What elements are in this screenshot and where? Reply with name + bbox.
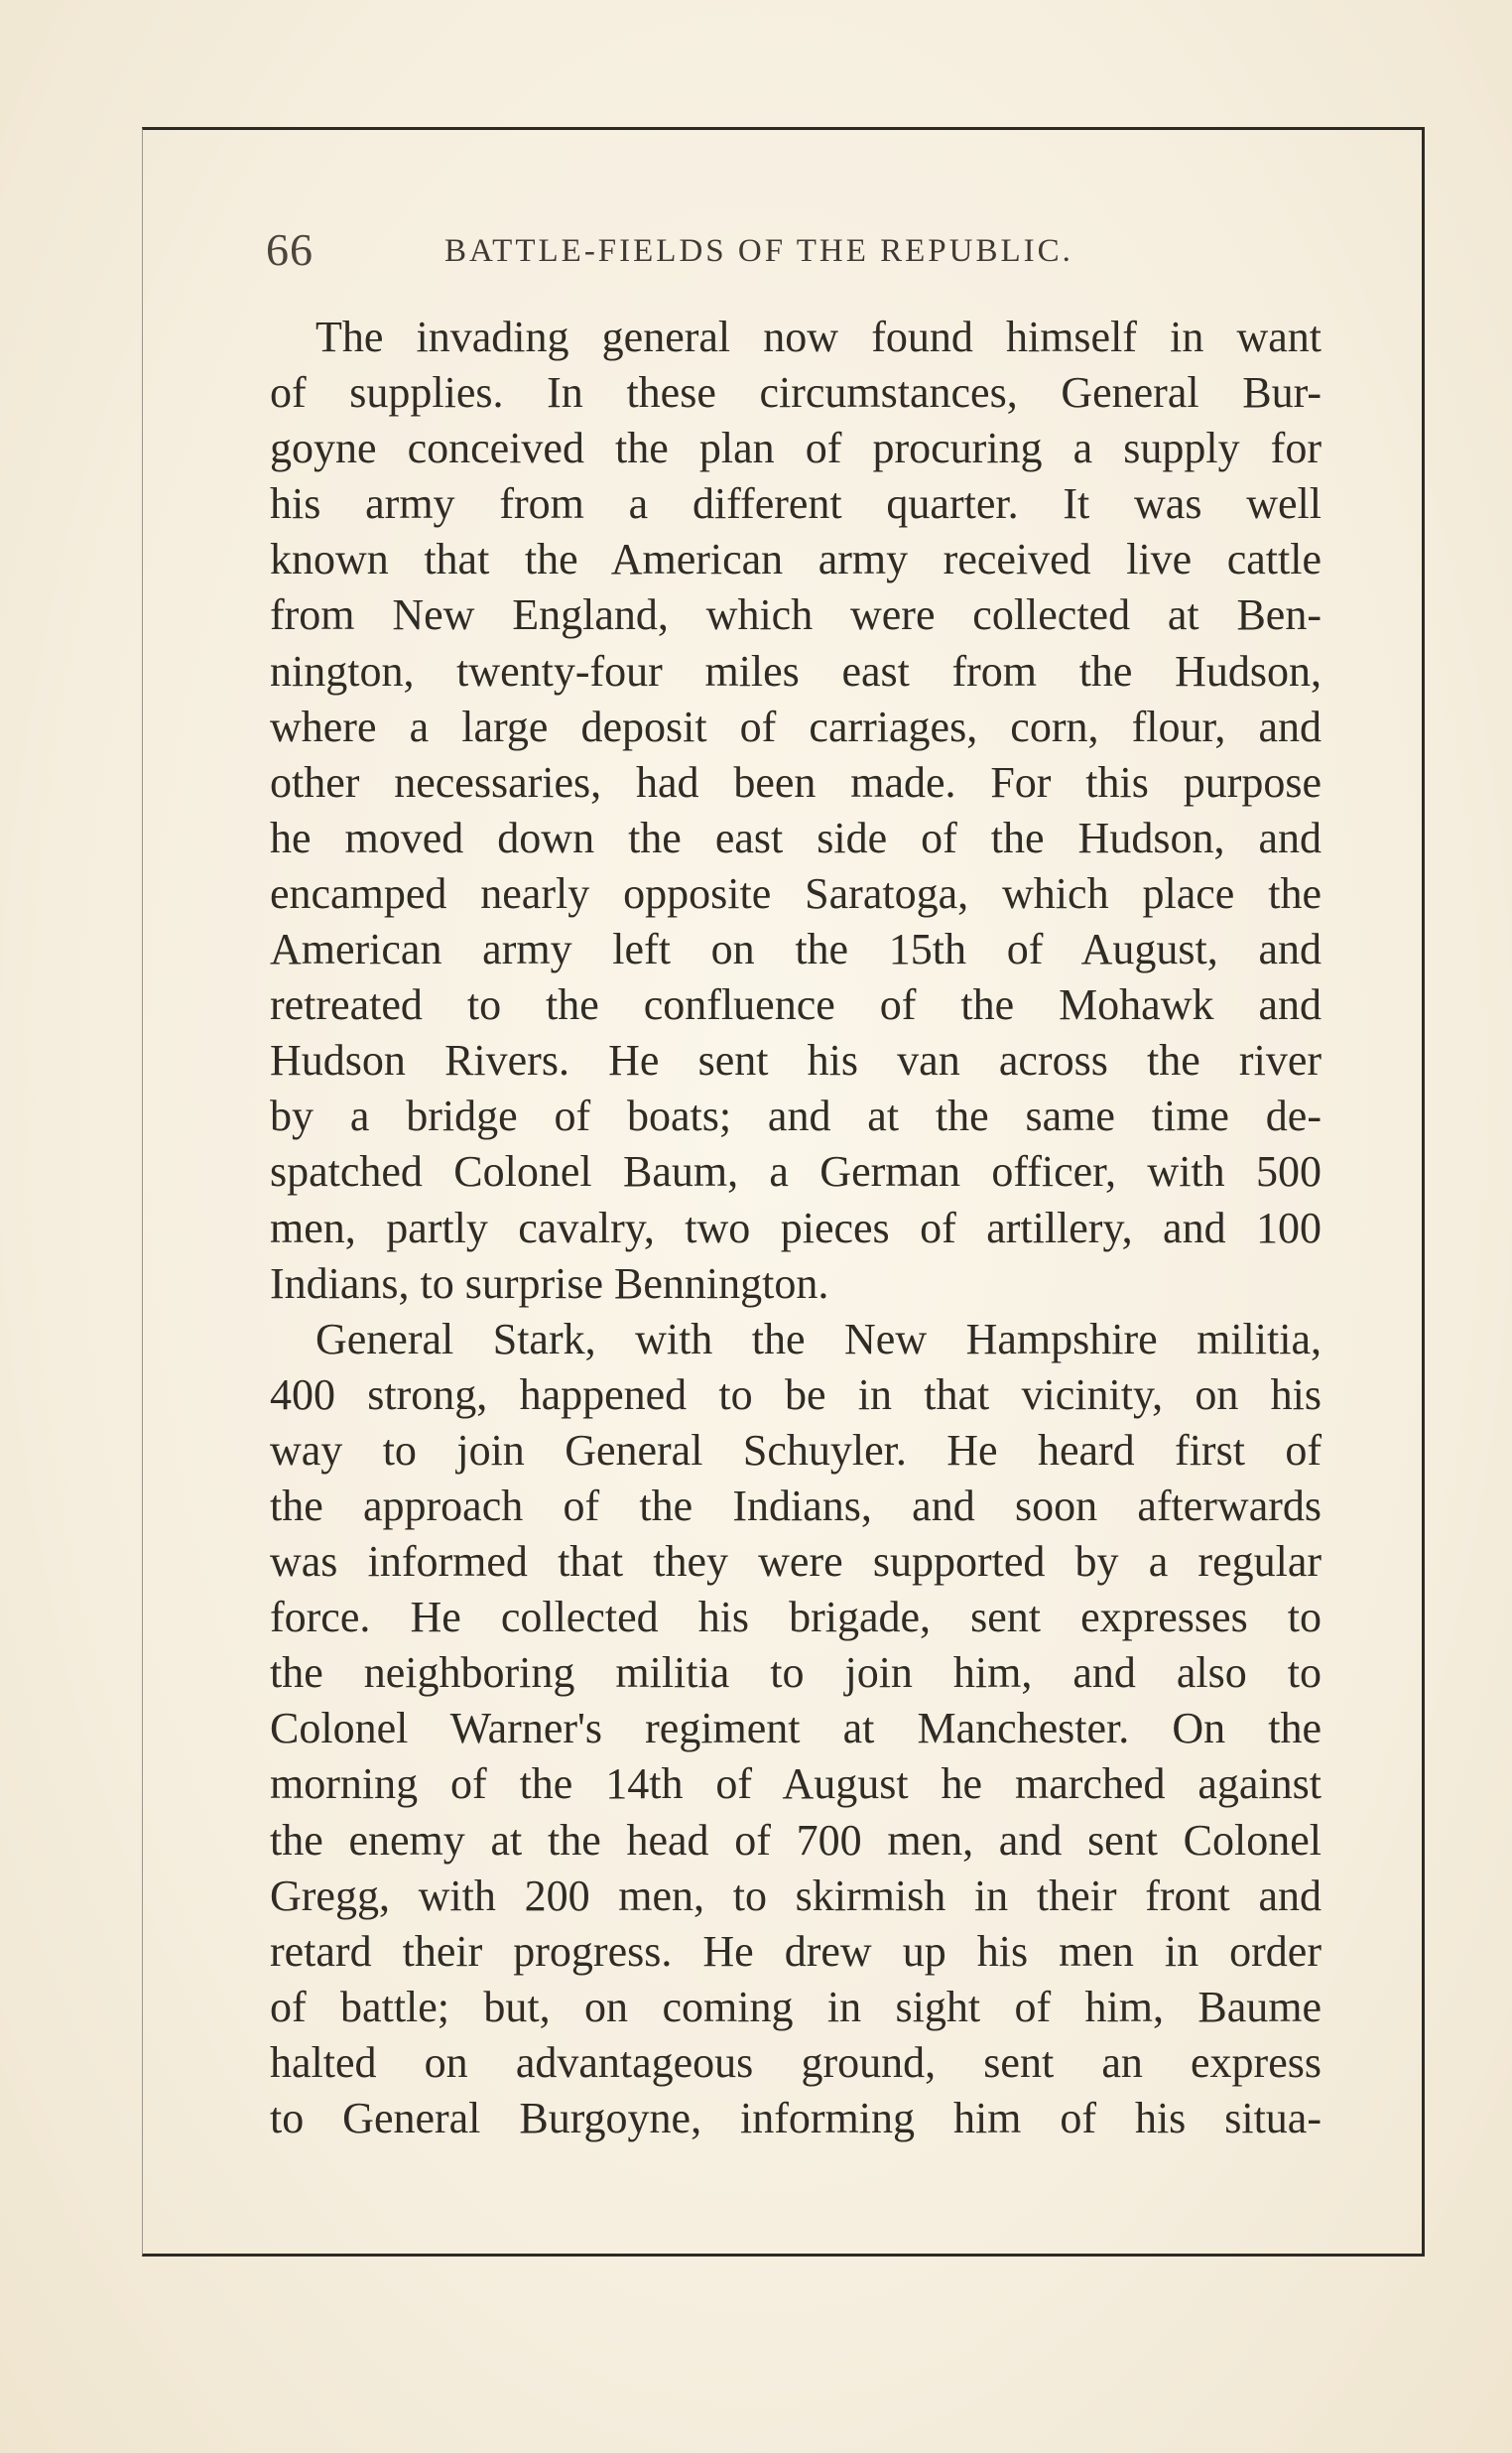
text-line: General Stark, with the New Hampshire militia, (315, 1314, 1322, 1363)
text-line: his army from a different quarter. It was well (270, 479, 1322, 529)
text-line: the neighboring militia to join him, and also to (270, 1648, 1322, 1698)
text-line: of supplies. In these circumstances, General Bur- (270, 368, 1322, 418)
text-line: Colonel Warner's regiment at Manchester. On the (270, 1704, 1322, 1753)
text-line: encamped nearly opposite Saratoga, which place the (270, 868, 1322, 918)
text-line: where a large deposit of carriages, corn, flour, and (270, 702, 1322, 751)
text-line: retreated to the confluence of the Mohawk and (270, 980, 1322, 1030)
paragraph (270, 1312, 1322, 2146)
text-line: to General Burgoyne, informing him of his situa- (270, 2094, 1322, 2142)
text-line: was informed that they were supported by a regular (270, 1537, 1322, 1587)
text-line: American army left on the 15th of August, and (270, 925, 1322, 974)
text-line: he moved down the east side of the Hudson, and (270, 813, 1322, 862)
text-line: morning of the 14th of August he marched against (270, 1759, 1322, 1809)
text-line: Gregg, with 200 men, to skirmish in their front and (270, 1871, 1322, 1920)
text-line: Indians, to surprise Bennington. (270, 1258, 829, 1308)
text-line: The invading general now found himself in want (315, 313, 1322, 361)
text-line: nington, twenty-four miles east from the Hudson, (270, 646, 1322, 696)
text-line: spatched Colonel Baum, a German officer, with 500 (270, 1147, 1322, 1197)
paragraph (270, 310, 1322, 1312)
text-line: way to join General Schuyler. He heard first of (270, 1425, 1322, 1475)
page-header (266, 220, 1318, 280)
text-line: by a bridge of boats; and at the same time de- (270, 1092, 1322, 1141)
text-line: Hudson Rivers. He sent his van across the river (270, 1036, 1322, 1086)
text-line: of battle; but, on coming in sight of him, Baume (270, 1982, 1322, 2031)
text-line: known that the American army received live cattle (270, 535, 1322, 584)
text-line: goyne conceived the plan of procuring a supply for (270, 424, 1322, 473)
body-text (270, 310, 1322, 2146)
text-line: force. He collected his brigade, sent expresses to (270, 1593, 1322, 1642)
text-line: men, partly cavalry, two pieces of artillery, and 100 (270, 1203, 1322, 1252)
text-line: the approach of the Indians, and soon afterwards (270, 1481, 1322, 1530)
text-line: from New England, which were collected at Ben- (270, 590, 1322, 640)
text-line: the enemy at the head of 700 men, and sent Colonel (270, 1815, 1322, 1865)
text-line: other necessaries, had been made. For this purpose (270, 757, 1322, 807)
text-line: halted on advantageous ground, sent an express (270, 2037, 1322, 2087)
text-line: 400 strong, happened to be in that vicinity, on his (270, 1369, 1322, 1419)
text-line: retard their progress. He drew up his men in order (270, 1926, 1322, 1976)
running-head: BATTLE-FIELDS OF THE REPUBLIC. (444, 233, 1073, 269)
page-number: 66 (266, 224, 314, 275)
